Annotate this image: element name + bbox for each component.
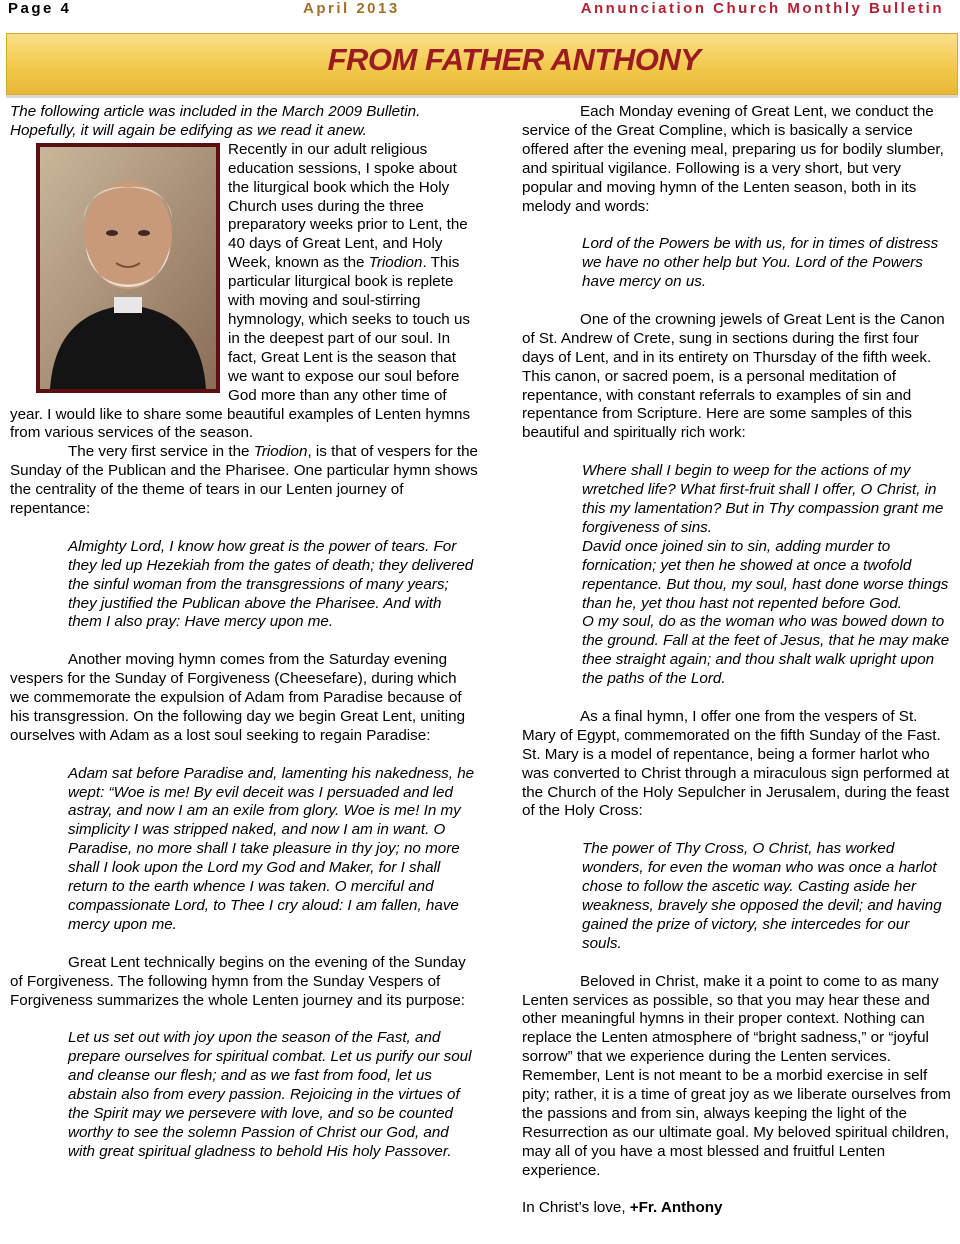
portrait-image (40, 147, 216, 389)
hymn-adam-quote: Adam sat before Paradise and, lamenting his nakedness, he wept: “Woe is me! By evil deceit was I persuaded and led astray, and now I am an exile from glory. Woe is me! In my simplicity I was stripped naked, and now I am in want. O Paradise, no more shall I take pleasure in thy joy; no more shall I look upon the Lord my God and Maker, for I shall return to the earth whence I was taken. O merciful and compassionate Lord, to Thee I cry aloud: I am fallen, have mercy upon me. (68, 764, 475, 933)
hymn-lord-of-powers-quote: Lord of the Powers be with us, for in times of distress we have no other help but You. Lord of the Powers have mercy on us. (582, 235, 939, 291)
page-number: Page 4 (8, 0, 72, 17)
hymn-cross-quote: The power of Thy Cross, O Christ, has worked wonders, for even the woman who was once a harlot chose to follow the ascetic way. Casting aside her weakness, bravely she opposed the devil; and having gained the prize of victory, she intercedes for our souls. (582, 840, 942, 952)
canon-quote-2: David once joined sin to sin, adding murder to fornication; yet then he showed at once a twofold repentance. But thou, my soul, hast done worse things than he, yet thou hast not repented before God. (582, 537, 949, 612)
signature-line (522, 1199, 952, 1218)
canon-quote-3: O my soul, do as the woman who was bowed down to the ground. Fall at the feet of Jesus, that he may make thee straight again; and thou shalt walk upright upon the paths of the Lord. (582, 613, 950, 688)
paragraph-great-lent-begins: Great Lent technically begins on the evening of the Sunday of Forgiveness. The following hymn from the Sunday Vespers of Forgiveness summarizes the whole Lenten journey and its purpose: (10, 953, 466, 1009)
banner-shadow (6, 95, 958, 98)
paragraph-great-compline: Each Monday evening of Great Lent, we conduct the service of the Great Compline, which is basically a service offered after the evening meal, preparing us for bodily slumber, and spiritual vigilance. Following is a very short, but very popular and moving hymn of the Lenten season, both in its melody and words: (522, 103, 944, 215)
intro-note: The following article was included in the March 2009 Bulletin. Hopefully, it will again be edifying as we read it anew. (10, 103, 421, 139)
right-column (522, 103, 952, 1218)
p1-text-a: Recently in our adult religious education sessions, I spoke about the liturgical book which the Holy Church uses during the three preparatory weeks prior to Lent, the 40 days of Great Lent, and Holy Week, known as the (228, 140, 468, 272)
signature-name: +Fr. Anthony (629, 1199, 723, 1217)
father-anthony-photo (36, 143, 220, 393)
title-banner (6, 33, 958, 95)
page-header (0, 0, 960, 20)
triodion-term: Triodion (368, 254, 423, 272)
paragraph-forgiveness-vespers: Another moving hymn comes from the Saturday evening vespers for the Sunday of Forgiveness (Cheesefare), during which we commemorate the expulsion of Adam from Paradise because of his transgression. On the following day we begin Great Lent, uniting ourselves with Adam as a lost soul seeking to regain Paradise: (10, 651, 466, 744)
page-title: FROM FATHER ANTHONY (327, 42, 701, 77)
p2-text-b: , is that of vespers for the Sunday of the Publican and the Pharisee. One particular hymn shows the centrality of the theme of tears in our Lenten journey of repentance: (10, 443, 478, 518)
canon-quote-1: Where shall I begin to weep for the actions of my wretched life? What first-fruit shall I offer, O Christ, in this my lamentation? But in Thy compassion grant me forgiveness of sins. (582, 462, 944, 536)
hymn-tears-quote: Almighty Lord, I know how great is the power of tears. For they led up Hezekiah from the gates of death; they delivered the sinful woman from the transgressions of many years; they justified the Publican above the Pharisee. And with them I also pray: Have mercy upon me. (68, 537, 474, 631)
paragraph-canon-st-andrew: One of the crowning jewels of Great Lent is the Canon of St. Andrew of Crete, sung in sections during the first four days of Lent, and in its entirety on Thursday of the fifth week. This canon, or sacred poem, is a personal meditation of repentance, with constant referrals to examples of sin and repentance from Scripture. Here are some samples of this beautiful and spiritually rich work: (522, 310, 945, 442)
paragraph-closing-exhortation: Beloved in Christ, make it a point to come to as many Lenten services as possible, so that you may hear these and other meaningful hymns in their proper context. Nothing can replace the Lenten atmosphere of “bright sadness,” or “joyful sorrow” that we experience during the Lenten services. Remember, Lent is not meant to be a morbid exercise in self pity; rather, it is a time of great joy as we liberate ourselves from the passions and from sin, always keeping the light of the Resurrection as our ultimate goal. My beloved spiritual children, may all of you have a most blessed and fruitful Lenten experience. (522, 972, 951, 1179)
triodion-term-2: Triodion (253, 443, 308, 461)
bulletin-name: Annunciation Church Monthly Bulletin (580, 0, 944, 17)
hymn-fast-quote: Let us set out with joy upon the season of the Fast, and prepare ourselves for spiritual combat. Let us purify our soul and cleanse our flesh; and as we fast from food, let us abstain also from every passion. Rejoicing in the virtues of the Spirit may we persevere with love, and so be counted worthy to see the solemn Passion of Christ our God, and with great spiritual gladness to behold His holy Passover. (68, 1029, 472, 1160)
p1-text-b: . This particular liturgical book is replete with moving and soul-stirring hymnology, which seeks to touch us in the deepest part of our soul. In fact, Great Lent is the season that we want to expose our soul before God more than any other time of year. I would like to share some beautiful examples of Lenten hymns from various services of the season. (10, 254, 471, 442)
paragraph-st-mary-of-egypt: As a final hymn, I offer one from the vespers of St. Mary of Egypt, commemorated on the fifth Sunday of the Fast. St. Mary is a model of repentance, being a former harlot who was converted to Christ through a miraculous sign performed at the Church of the Holy Sepulcher in Jerusalem, during the feast of the Holy Cross: (522, 707, 950, 820)
left-column (10, 103, 478, 1162)
issue-date: April 2013 (303, 0, 400, 17)
paragraph-publican (10, 443, 478, 519)
closing-text: In Christ’s love, (522, 1199, 630, 1217)
p2-text-a: The very first service in the (68, 443, 254, 461)
